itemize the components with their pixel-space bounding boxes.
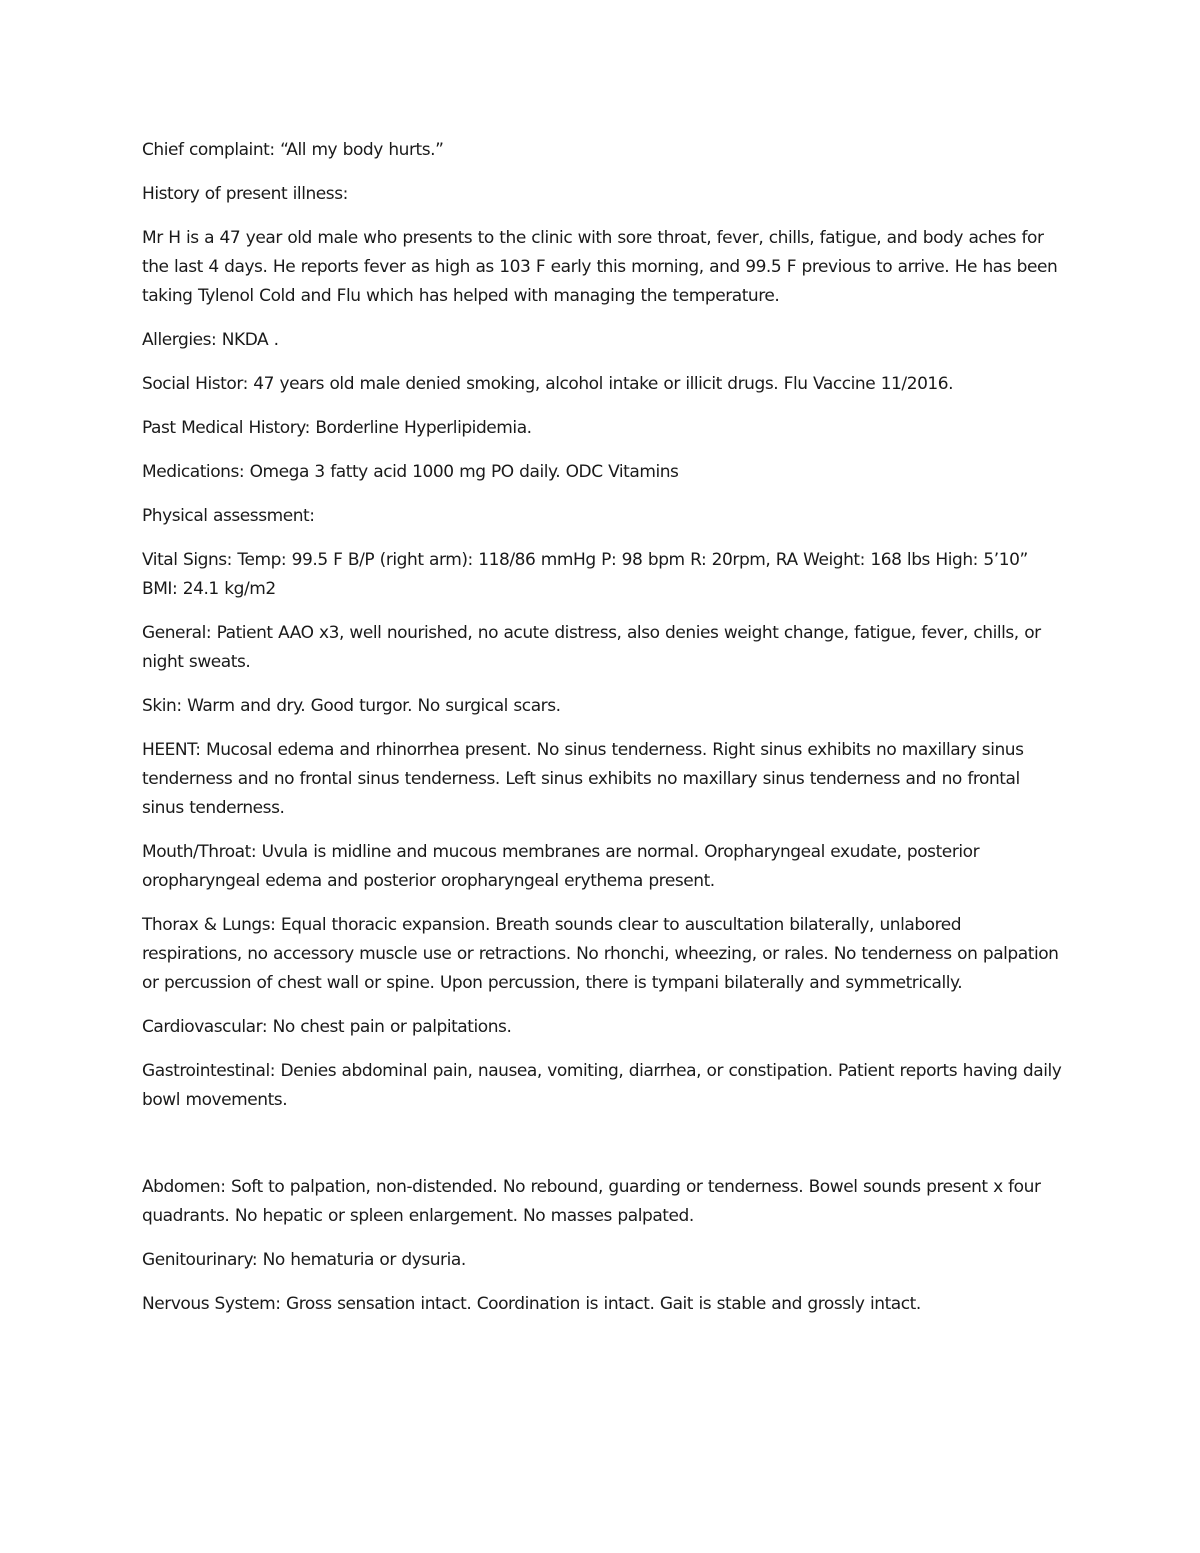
vital-signs: Vital Signs: Temp: 99.5 F B/P (right arm): 118/86 mmHg P: 98 bpm R: 20rpm, RA Weight: 168 lbs High: 5’10” BMI: 24.1 kg/m2 <box>142 550 1028 599</box>
allergies: Allergies: NKDA . <box>142 330 279 350</box>
nervous-system-exam: Nervous System: Gross sensation intact. Coordination is intact. Gait is stable and grossly intact. <box>142 1294 921 1314</box>
skin-exam: Skin: Warm and dry. Good turgor. No surgical scars. <box>142 696 561 716</box>
past-medical-history: Past Medical History: Borderline Hyperlipidemia. <box>142 418 532 438</box>
mouth-throat-exam: Mouth/Throat: Uvula is midline and mucous membranes are normal. Oropharyngeal exudate, posterior oropharyngeal edema and posterior oropharyngeal erythema present. <box>142 842 980 891</box>
cardiovascular-exam: Cardiovascular: No chest pain or palpitations. <box>142 1017 512 1037</box>
heent-exam: HEENT: Mucosal edema and rhinorrhea present. No sinus tenderness. Right sinus exhibits no maxillary sinus tenderness and no frontal sinus tenderness. Left sinus exhibits no maxillary sinus tenderness and no frontal sinus tenderness. <box>142 740 1024 818</box>
general-exam: General: Patient AAO x3, well nourished, no acute distress, also denies weight change, fatigue, fever, chills, or night sweats. <box>142 623 1041 672</box>
gastrointestinal-exam: Gastrointestinal: Denies abdominal pain, nausea, vomiting, diarrhea, or constipation. Patient reports having daily bowl movements. <box>142 1061 1062 1110</box>
social-history: Social Histor: 47 years old male denied smoking, alcohol intake or illicit drugs. Flu Vaccine 11/2016. <box>142 374 954 394</box>
abdomen-exam: Abdomen: Soft to palpation, non-distended. No rebound, guarding or tenderness. Bowel sounds present x four quadrants. No hepatic or spleen enlargement. No masses palpated. <box>142 1177 1041 1226</box>
physical-assessment-heading: Physical assessment: <box>142 506 315 526</box>
document-body <box>142 136 1062 1334</box>
thorax-lungs-exam: Thorax & Lungs: Equal thoracic expansion. Breath sounds clear to auscultation bilaterally, unlabored respirations, no accessory muscle use or retractions. No rhonchi, wheezing, or rales. No tenderness on palpation or percussion of chest wall or spine. Upon percussion, there is tympani bilaterally and symmetrically. <box>142 915 1059 993</box>
hpi-heading: History of present illness: <box>142 184 348 204</box>
medications: Medications: Omega 3 fatty acid 1000 mg PO daily. ODC Vitamins <box>142 462 679 482</box>
chief-complaint: Chief complaint: “All my body hurts.” <box>142 140 444 160</box>
genitourinary-exam: Genitourinary: No hematuria or dysuria. <box>142 1250 466 1270</box>
hpi-text: Mr H is a 47 year old male who presents to the clinic with sore throat, fever, chills, fatigue, and body aches for the last 4 days. He reports fever as high as 103 F early this morning, and 99.5 F previous to arrive. He has been taking Tylenol Cold and Flu which has helped with managing the temperature. <box>142 228 1058 306</box>
